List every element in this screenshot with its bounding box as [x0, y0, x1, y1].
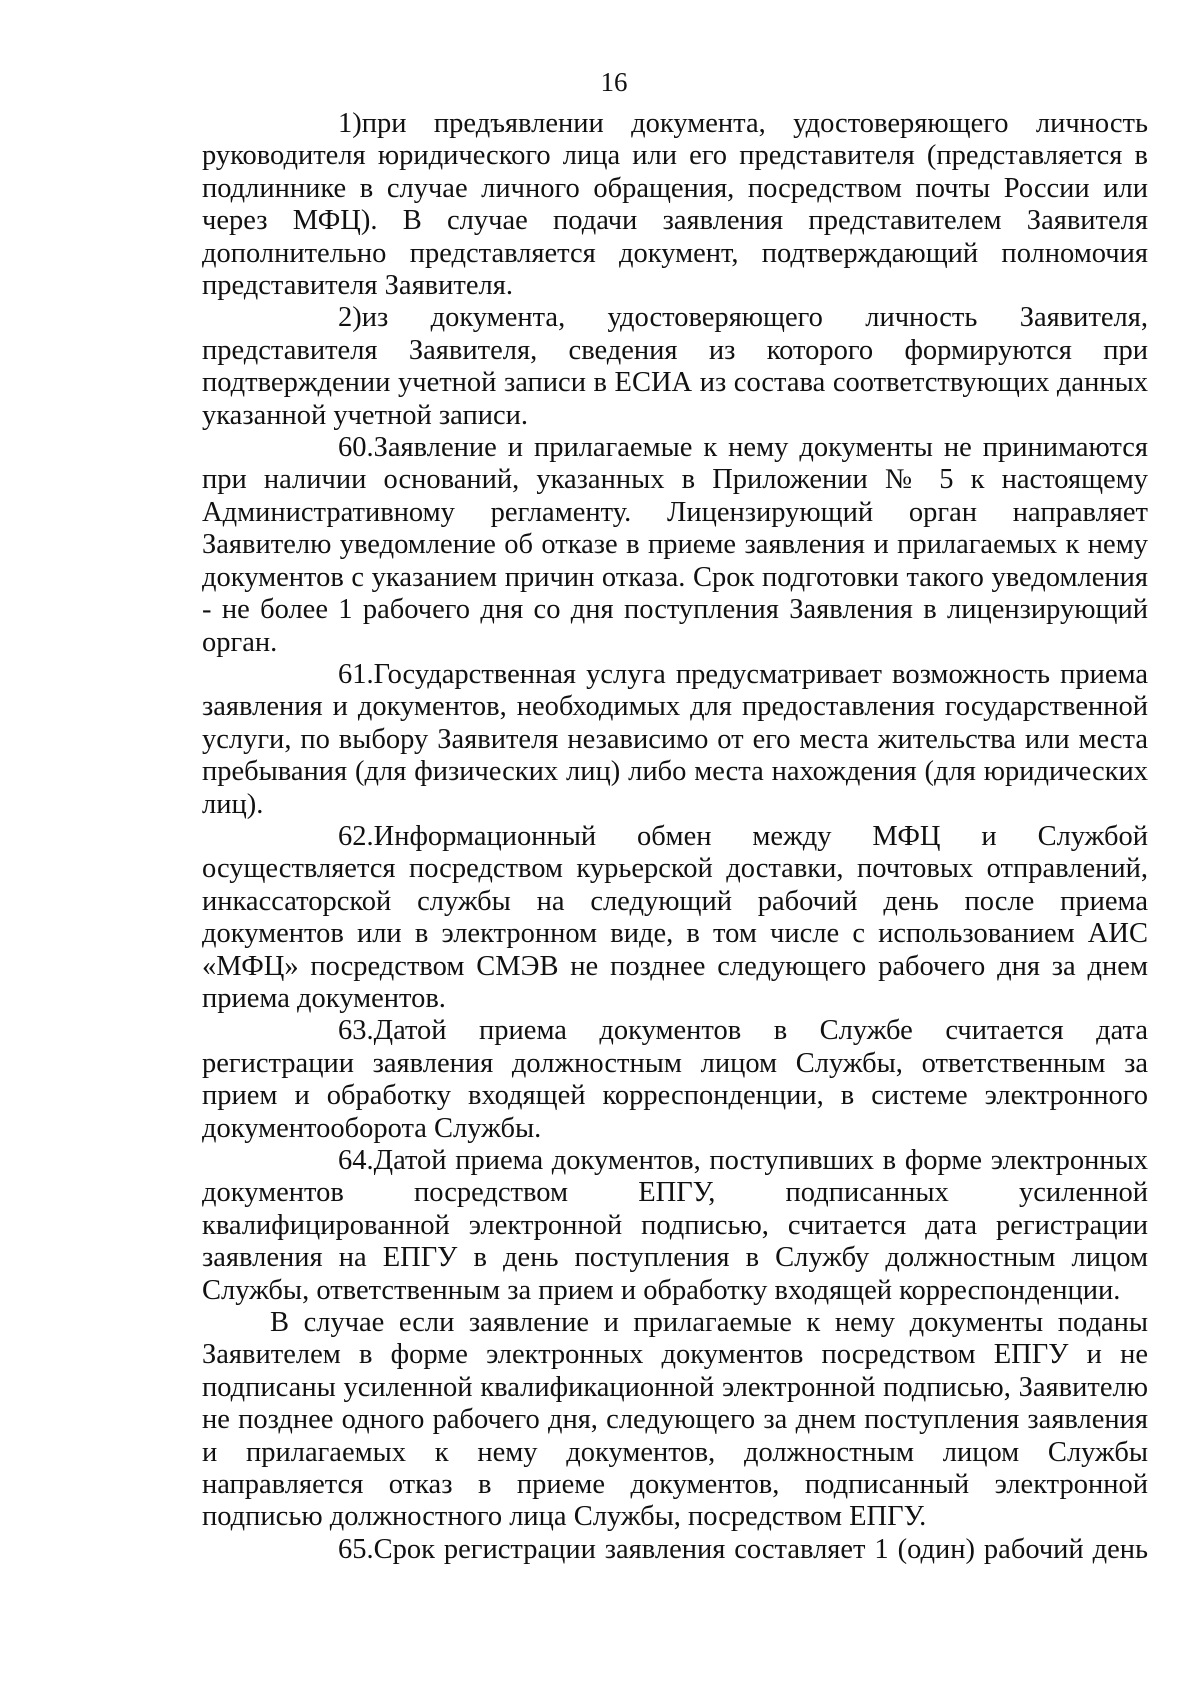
- item-number: 60.: [338, 432, 374, 464]
- paragraph-text: Датой приема документов, поступивших в форме электронных документов посредством ЕПГУ, подписанных усиленной квалифицированной электронной подписью, считается дата регистрации заявления на ЕПГУ в день поступления в Службу должностным лицом Службы, ответственным за прием и обработку входящей корреспонденции.: [202, 1145, 1148, 1306]
- paragraph-item-1: [202, 108, 1148, 302]
- item-number: 63.: [338, 1015, 374, 1047]
- paragraph-text: Государственная услуга предусматривает возможность приема заявления и документов, необходимых для предоставления государственной услуги, по выбору Заявителя независимо от его места жительства или места пребывания (для физических лиц) либо места нахождения (для юридических лиц).: [202, 658, 1148, 820]
- paragraph-text: из документа, удостоверяющего личность Заявителя, представителя Заявителя, сведения из которого формируются при подтверждении учетной записи в ЕСИА из состава соответствующих данных указанной учетной записи.: [202, 302, 1148, 431]
- page-number: 16: [600, 67, 628, 97]
- paragraph-text: при предъявлении документа, удостоверяющего личность руководителя юридического лица или его представителя (представляется в подлиннике в случае личного обращения, посредством почты России или через МФЦ). В случае подачи заявления представителем Заявителя дополнительно представляется документ, подтверждающий полномочия представителя Заявителя.: [202, 108, 1148, 302]
- paragraph-item-2: [202, 302, 1148, 432]
- paragraph-64: [202, 1145, 1148, 1307]
- paragraph-text: Срок регистрации заявления составляет 1 (один) рабочий день: [373, 1533, 1148, 1565]
- paragraph-text: В случае если заявление и прилагаемые к нему документы поданы Заявителем в форме электронных документов посредством ЕПГУ и не подписаны усиленной квалификационной электронной подписью, Заявителю не позднее одного рабочего дня, следующего за днем поступления заявления и прилагаемых к нему документов, должностным лицом Службы направляется отказ в приеме документов, подписанный электронной подписью должностного лица Службы, посредством ЕПГУ.: [202, 1307, 1148, 1533]
- paragraph-65: [202, 1534, 1148, 1566]
- item-number: 65.: [338, 1533, 374, 1565]
- item-number: 61.: [338, 658, 374, 690]
- paragraph-63: [202, 1015, 1148, 1145]
- item-number: 64.: [338, 1145, 374, 1176]
- paragraph-64-continuation: [202, 1307, 1148, 1534]
- item-number: 1): [338, 108, 362, 139]
- item-number: 2): [338, 302, 362, 334]
- paragraph-62: [202, 821, 1148, 1015]
- paragraph-61: [202, 659, 1148, 821]
- item-number: 62.: [338, 820, 374, 852]
- paragraph-text: Заявление и прилагаемые к нему документы не принимаются при наличии оснований, указанных в Приложении № 5 к настоящему Административному регламенту. Лицензирующий орган направляет Заявителю уведомление об отказе в приеме заявления и прилагаемых к нему документов с указанием причин отказа. Срок подготовки такого уведомления - не более 1 рабочего дня со дня поступления Заявления в лицензирующий орган.: [202, 432, 1148, 658]
- paragraph-text: Датой приема документов в Службе считается дата регистрации заявления должностным лицом Службы, ответственным за прием и обработку входящей корреспонденции, в системе электронного документооборота Службы.: [202, 1015, 1148, 1144]
- paragraph-text: Информационный обмен между МФЦ и Службой осуществляется посредством курьерской доставки, почтовых отправлений, инкассаторской службы на следующий рабочий день после приема документов или в электронном виде, в том числе с использованием АИС «МФЦ» посредством СМЭВ не позднее следующего рабочего дня за днем приема документов.: [202, 820, 1148, 1014]
- document-body: [202, 108, 1148, 1566]
- paragraph-60: [202, 432, 1148, 659]
